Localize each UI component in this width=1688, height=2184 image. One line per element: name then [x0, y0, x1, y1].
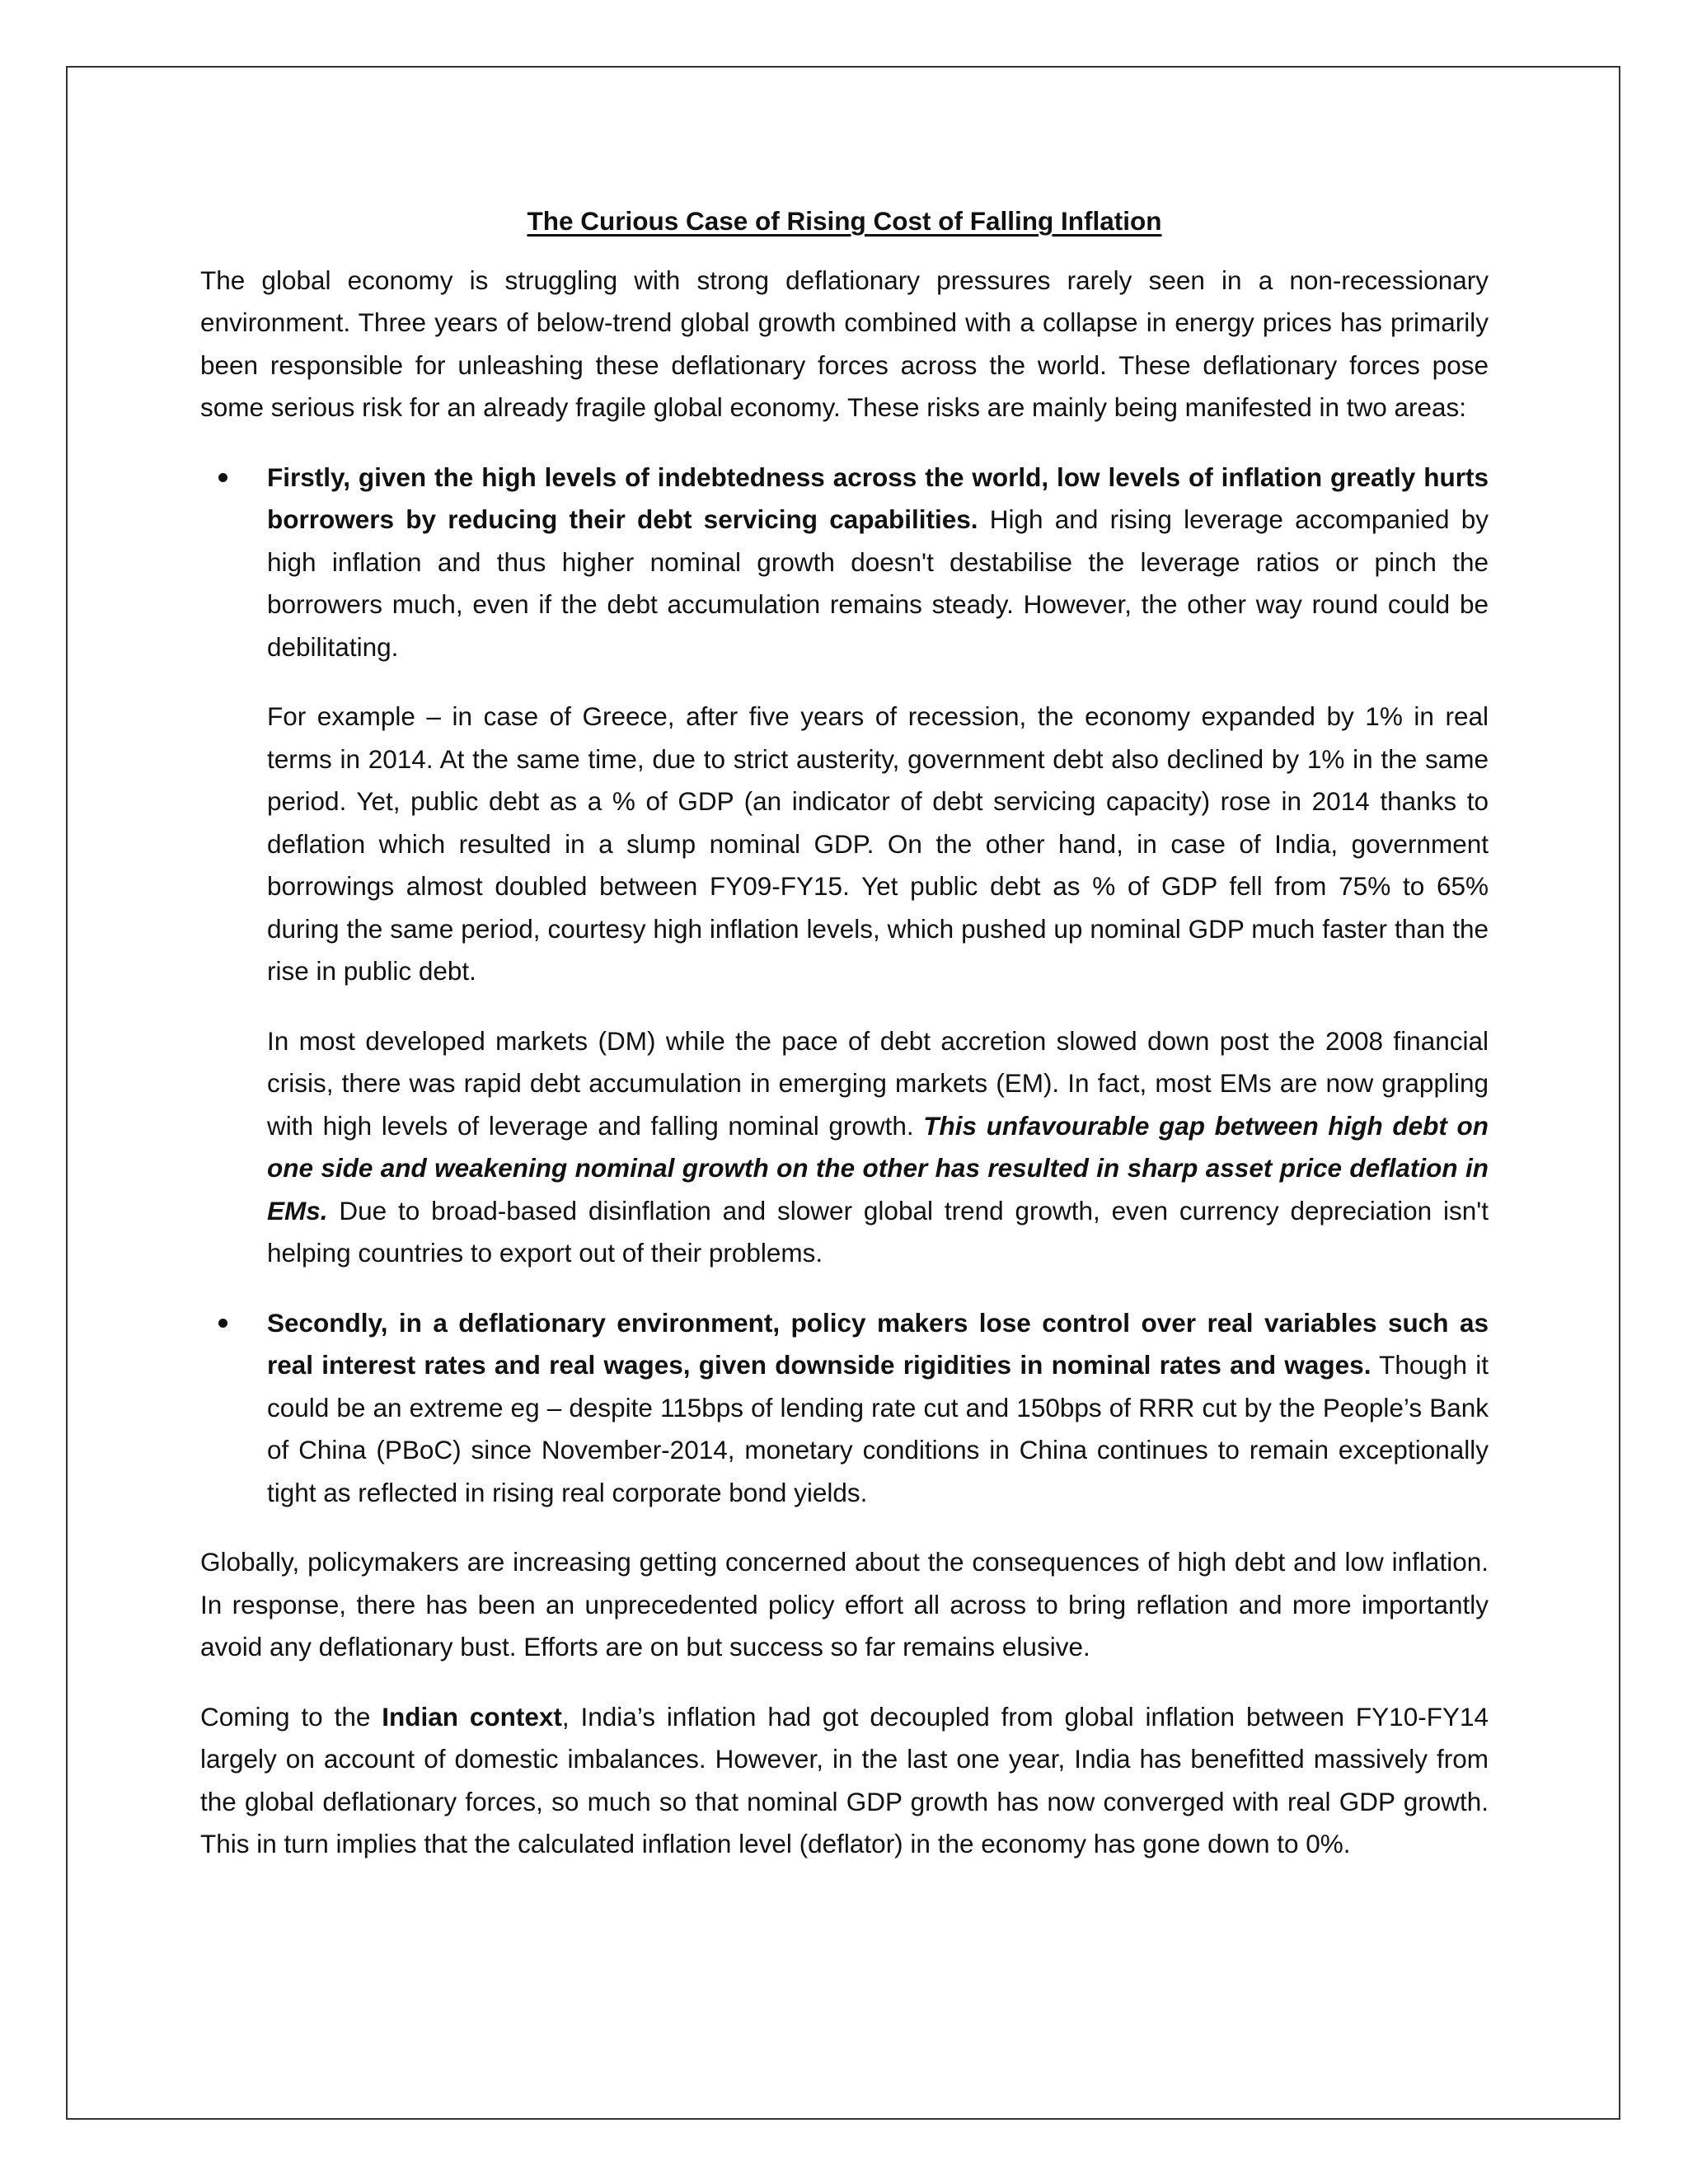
- risk-item-firstly: [200, 457, 1489, 1275]
- secondly-rest: Though it could be an extreme eg – despite 115bps of lending rate cut and 150bps of RRR cut by the People’s Bank of China (PBoC) since November-2014, monetary conditions in China continues to remain exceptionally tight as reflected in rising real corporate bond yields.: [267, 1350, 1489, 1507]
- intro-paragraph: The global economy is struggling with strong deflationary pressures rarely seen in a non-recessionary environment. Three years of below-trend global growth combined with a collapse in energy prices has primarily been responsible for unleashing these deflationary forces across the world. These deflationary forces pose some serious risk for an already fragile global economy. These risks are mainly being manifested in two areas:: [200, 265, 1489, 422]
- dm-text-after: Due to broad-based disinflation and slower global trend growth, even currency depreciation isn't helping countries to export out of their problems.: [267, 1195, 1489, 1268]
- document-title: The Curious Case of Rising Cost of Falling Inflation: [527, 206, 1162, 236]
- dm-paragraph: [267, 1020, 1489, 1275]
- risk-list: [200, 457, 1489, 1515]
- indian-context-bold: Indian context: [382, 1701, 562, 1732]
- secondly-lead: Secondly, in a deflationary environment, policy makers lose control over real variables such as real interest rates and real wages, given downside rigidities in nominal rates and wages.: [267, 1307, 1489, 1380]
- indian-context-paragraph: [200, 1696, 1489, 1866]
- firstly-rest: High and rising leverage accompanied by high inflation and thus higher nominal growth doesn't destabilise the leverage ratios or pinch the borrowers much, even if the debt accumulation remains steady. However, the other way round could be debilitating.: [267, 504, 1489, 662]
- firstly-lead: Firstly, given the high levels of indebtedness across the world, low levels of inflation greatly hurts borrowers by reducing their debt servicing capabilities.: [267, 462, 1489, 534]
- indian-text-after: , India’s inflation had got decoupled from global inflation between FY10-FY14 largely on account of domestic imbalances. However, in the last one year, India has benefitted massively from the global deflationary forces, so much so that nominal GDP growth has now converged with real GDP growth. This in turn implies that the calculated inflation level (deflator) in the economy has gone down to 0%.: [200, 1701, 1489, 1858]
- dm-emphasis: This unfavourable gap between high debt on one side and weakening nominal growth on the other has resulted in sharp asset price deflation in EMs.: [267, 1110, 1489, 1226]
- dm-text-before: In most developed markets (DM) while the pace of debt accretion slowed down post the 2008 financial crisis, there was rapid debt accumulation in emerging markets (EM). In fact, most EMs are now grappling with high levels of leverage and falling nominal growth.: [267, 1025, 1489, 1141]
- secondly-paragraph: [267, 1302, 1489, 1515]
- document-body: [200, 200, 1489, 1893]
- globally-paragraph: Globally, policymakers are increasing getting concerned about the consequences of high debt and low inflation. In response, there has been an unprecedented policy effort all across to bring reflation and more importantly avoid any deflationary bust. Efforts are on but success so far remains elusive.: [200, 1547, 1489, 1661]
- bullet-icon: [218, 473, 227, 482]
- example-paragraph: For example – in case of Greece, after five years of recession, the economy expanded by 1% in real terms in 2014. At the same time, due to strict austerity, government debt also declined by 1% in the same period. Yet, public debt as a % of GDP (an indicator of debt servicing capacity) rose in 2014 thanks to deflation which resulted in a slump nominal GDP. On the other hand, in case of India, government borrowings almost doubled between FY09-FY15. Yet public debt as % of GDP fell from 75% to 65% during the same period, courtesy high inflation levels, which pushed up nominal GDP much faster than the rise in public debt.: [267, 701, 1489, 986]
- bullet-icon: [218, 1319, 227, 1328]
- risk-item-secondly: [200, 1302, 1489, 1515]
- indian-text-before: Coming to the: [200, 1701, 382, 1732]
- firstly-paragraph: [267, 457, 1489, 669]
